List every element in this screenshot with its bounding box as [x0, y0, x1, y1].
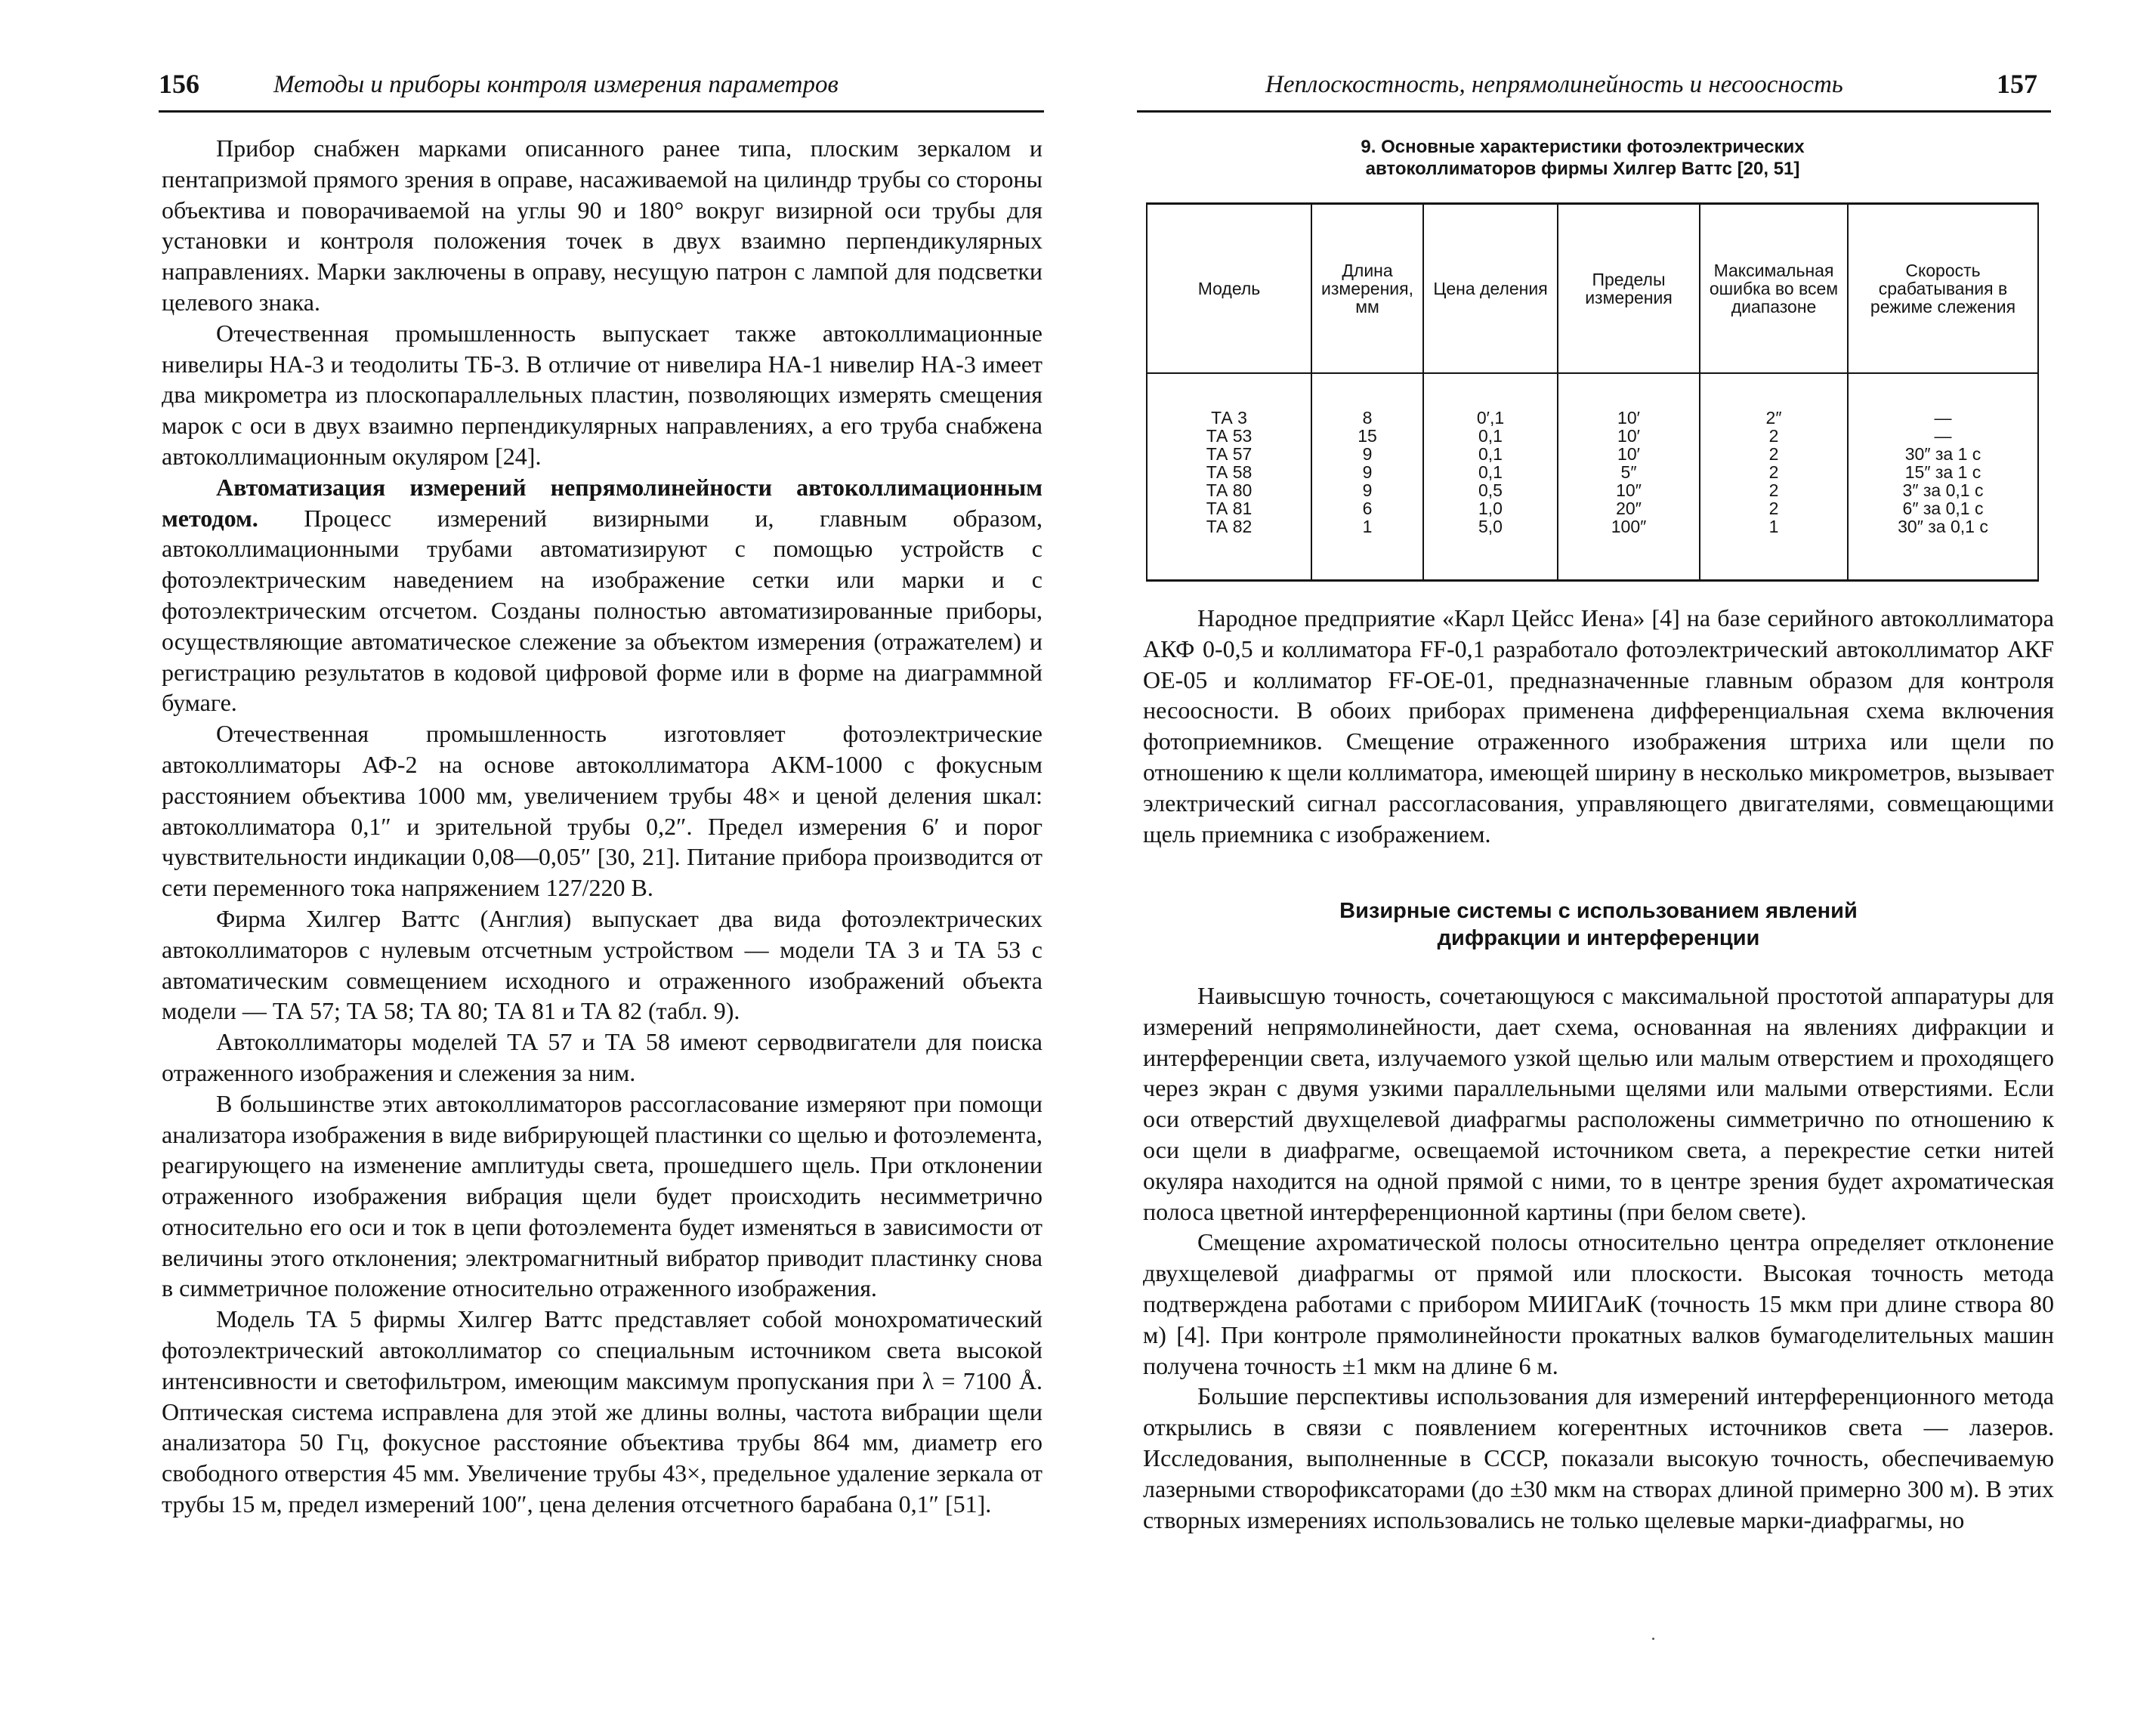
- column-max-error: [1700, 373, 1848, 581]
- autocollimator-spec-table: [1146, 202, 2039, 582]
- paragraph: В большинстве этих автоколлиматоров рассогласование измеряют при помощи анализатора изображения в виде вибрирующей пластинки со щелью и фотоэлемента, реагирующего на изменение амплитуды света, прошедшего щель. При отклонении отраженного изображения вибрация щели будет происходить несимметрично относительно его оси и ток в цепи фотоэлемента будет изменяться в зависимости от величины этого отклонения; электромагнитный вибратор приводит пластинку снова в симметричное положение относительно отраженного изображения.: [162, 1089, 1042, 1302]
- paragraph: Отечественная промышленность выпускает также автоколлимационные нивелиры НА-3 и теодолиты ТБ-3. В отличие от нивелира НА-1 нивелир НА-3 имеет два микрометра из плоскопараллельных пластин, позволяющих измерять смещения марок с оси в двух взаимно перпендикулярных направлениях, а его труба снабжена автоколлимационным окуляром [24].: [162, 319, 1042, 470]
- table-cell-range: 10′: [1617, 426, 1640, 446]
- table-cell-model: ТА 3: [1211, 408, 1247, 428]
- table-cell-max_error: 2: [1768, 444, 1779, 464]
- header-range: Пределы измерения: [1558, 204, 1700, 374]
- column-division: [1423, 373, 1558, 581]
- table-cell-model: ТА 81: [1206, 499, 1253, 518]
- left-page-number: 156: [159, 69, 199, 99]
- table-cell-speed: 6″ за 0,1 с: [1902, 499, 1984, 518]
- table-cell-division: 0,1: [1478, 444, 1503, 464]
- table-cell-range: 10″: [1616, 480, 1642, 500]
- right-text-upper: [1143, 603, 2054, 849]
- table-cell-division: 1,0: [1478, 499, 1503, 518]
- paragraph: [162, 472, 1042, 718]
- column-speed: [1848, 373, 2038, 581]
- table-cell-max_error: 2: [1768, 480, 1779, 500]
- header-division: Цена деления: [1423, 204, 1558, 374]
- table-cell-speed: 15″ за 1 с: [1904, 462, 1981, 482]
- left-running-title: Методы и приборы контроля измерения параметров: [273, 71, 839, 98]
- paragraph-run-in-heading: Автоматизация измерений непрямолинейности автоколлимационным методом.: [162, 473, 1042, 532]
- table-cell-speed: 30″ за 1 с: [1904, 444, 1981, 464]
- table-cell-range: 20″: [1616, 499, 1642, 518]
- table-cell-speed: 3″ за 0,1 с: [1902, 480, 1984, 500]
- section-heading-line: Визирные системы с использованием явлений: [1339, 899, 1858, 923]
- table-cell-range: 10′: [1617, 408, 1640, 428]
- paragraph: Модель ТА 5 фирмы Хилгер Ваттс представляет собой монохроматический фотоэлектрический автоколлиматор со специальным источником света высокой интенсивности и светофильтром, имеющим максимум пропускания при λ = 7100 Å. Оптическая система исправлена для этой же длины волны, частота вибрации щели анализатора 50 Гц, фокусное расстояние объектива трубы 864 мм, диаметр его свободного отверстия 45 мм. Увеличение трубы 43×, предельное удаление зеркала от трубы 15 м, предел измерений 100″, цена деления отсчетного барабана 0,1″ [51].: [162, 1305, 1042, 1518]
- column-range: [1558, 373, 1700, 581]
- table-cell-range: 100″: [1611, 517, 1647, 536]
- paragraph: Фирма Хилгер Ваттс (Англия) выпускает два вида фотоэлектрических автоколлиматоров с нулевым отсчетным устройством — модели ТА 3 и ТА 53 с автоматическим совмещением исходного и отраженного изображений объекта модели — ТА 57; ТА 58; ТА 80; ТА 81 и ТА 82 (табл. 9).: [162, 904, 1042, 1025]
- table-cell-division: 5,0: [1478, 517, 1503, 536]
- table-caption-line: 9. Основные характеристики фотоэлектрических: [1361, 137, 1805, 157]
- header-max-error: Максимальная ошибка во всем диапазоне: [1700, 204, 1848, 374]
- section-heading-line: дифракции и интерференции: [1437, 926, 1760, 950]
- table-cell-max_error: 2: [1768, 426, 1779, 446]
- table-cell-max_error: 2: [1768, 462, 1779, 482]
- paragraph: Отечественная промышленность изготовляет фотоэлектрические автоколлиматоры АФ-2 на основе автоколлиматора АКМ-1000 с фокусным расстоянием объектива 1000 мм, увеличением трубы 48× и ценой деления шкал: автоколлиматора 0,1″ и зрительной трубы 0,2″. Предел измерения 6′ и порог чувствительности индикации 0,08—0,05″ [30, 21]. Питание прибора производится от сети переменного тока напряжением 127/220 В.: [162, 720, 1042, 902]
- table-cell-length: 8: [1362, 408, 1373, 428]
- table-caption: [1243, 136, 1923, 180]
- table-cell-model: ТА 57: [1206, 444, 1253, 464]
- right-text-lower: [1143, 980, 2054, 1535]
- paragraph: Наивысшую точность, сочетающуюся с максимальной простотой аппаратуры для измерений непрямолинейности, дает схема, основанная на явлениях дифракции и интерференции света, излучаемого узкой щелью или малым отверстием и проходящего через экран с двумя узкими параллельными щелями или малыми отверстиями. Если оси отверстий двухщелевой диафрагмы расположены симметрично по отношению к оси щели в диафрагме, освещаемой источником света, а перекрестие сетки нитей окуляра находится на одной прямой с ними, то в центре зрения будет ахроматическая полоса цветной интерференционной картины (при белом свете).: [1143, 982, 2054, 1225]
- paragraph: Автоколлиматоры моделей ТА 57 и ТА 58 имеют серводвигатели для поиска отраженного изображения и слежения за ним.: [162, 1028, 1042, 1086]
- right-running-title: Неплоскостность, непрямолинейность и несоосность: [1265, 71, 1843, 98]
- table-cell-division: 0,1: [1478, 462, 1503, 482]
- table-cell-range: 10′: [1617, 444, 1640, 464]
- table-cell-division: 0,1: [1478, 426, 1503, 446]
- table-cell-speed: —: [1934, 426, 1952, 446]
- table-cell-model: ТА 53: [1206, 426, 1253, 446]
- section-heading: [1143, 897, 2054, 952]
- table-cell-speed: —: [1934, 408, 1952, 428]
- paragraph-body: Процесс измерений визирными и, главным образом, автоколлимационными трубами автоматизируют с помощью устройств с фотоэлектрическим наведением на изображение сетки или марки и с фотоэлектрическим отсчетом. Созданы полностью автоматизированные приборы, осуществляющие автоматическое слежение за объектом измерения (отражателем) и регистрацию результатов в кодовой цифровой форме или в форме на диаграммной бумаге.: [162, 504, 1042, 717]
- table-cell-model: ТА 58: [1206, 462, 1253, 482]
- table-cell-speed: 30″ за 0,1 с: [1898, 517, 1988, 536]
- column-model: [1147, 373, 1311, 581]
- header-speed: Скорость срабатывания в режиме слежения: [1848, 204, 2038, 374]
- table-caption-line: автоколлиматоров фирмы Хилгер Ваттс [20, 51]: [1365, 159, 1800, 179]
- table-cell-range: 5″: [1620, 462, 1637, 482]
- table-cell-division: 0,5: [1478, 480, 1503, 500]
- paragraph: Большие перспективы использования для измерений интерференционного метода открылись в связи с появлением когерентных источников света — лазеров. Исследования, выполненные в СССР, показали высокую точность, обеспечиваемую лазерными створофиксаторами (до ±30 мкм на створах длиной примерно 300 м). В этих створных измерениях использовались не только щелевые марки-диафрагмы, но: [1143, 1382, 2054, 1533]
- header-model: Модель: [1147, 204, 1311, 374]
- table-cell-length: 9: [1362, 444, 1373, 464]
- paragraph: Смещение ахроматической полосы относительно центра определяет отклонение двухщелевой диафрагмы от прямой или плоскости. Высокая точность метода подтверждена работами с прибором МИИГАиК (точность 15 мкм при длине створа 80 м) [4]. При контроле прямолинейности прокатных валков бумагоделительных машин получена точность ±1 мкм на длине 6 м.: [1143, 1228, 2054, 1379]
- left-text-column: [162, 133, 1042, 1520]
- right-page: [1078, 0, 2156, 1726]
- table-cell-length: 9: [1362, 462, 1373, 482]
- scan-speck: [1652, 1638, 1654, 1640]
- table-cell-length: 15: [1358, 426, 1377, 446]
- left-running-header: [159, 65, 1044, 113]
- table-cell-model: ТА 80: [1206, 480, 1253, 500]
- table-cell-max_error: 2″: [1765, 408, 1782, 428]
- right-running-header: [1137, 65, 2051, 113]
- column-length: [1311, 373, 1423, 581]
- table-body-row: [1147, 373, 2038, 581]
- table-header-row: [1147, 204, 2038, 374]
- table-cell-length: 6: [1362, 499, 1373, 518]
- table-cell-max_error: 1: [1768, 517, 1779, 536]
- paragraph: Народное предприятие «Карл Цейсс Иена» [4] на базе серийного автоколлиматора АКФ 0-0,5 и коллиматора FF-0,1 разработало фотоэлектрический автоколлиматор АКF OE-05 и коллиматор FF-OE-01, предназначенные главным образом для контроля несоосности. В обоих приборах применена дифференциальная схема включения фотоприемников. Смещение отраженного изображения штриха или щели по отношению к щели коллиматора, имеющей ширину в несколько микрометров, вызывает электрический сигнал рассогласования, управляющего двигателями, совмещающими щель приемника с изображением.: [1143, 604, 2054, 848]
- table-cell-model: ТА 82: [1206, 517, 1253, 536]
- table-cell-length: 9: [1362, 480, 1373, 500]
- right-page-number: 157: [1997, 69, 2037, 99]
- table-cell-max_error: 2: [1768, 499, 1779, 518]
- paragraph: Прибор снабжен марками описанного ранее типа, плоским зеркалом и пентапризмой прямого зрения в оправе, насаживаемой на цилиндр трубы со стороны объектива и поворачиваемой на углы 90 и 180° вокруг визирной оси трубы для установки и контроля положения точек в двух взаимно перпендикулярных направлениях. Марки заключены в оправу, несущую патрон с лампой для подсветки целевого знака.: [162, 134, 1042, 316]
- table-cell-length: 1: [1362, 517, 1373, 536]
- header-length: Длина измерения, мм: [1311, 204, 1423, 374]
- table-cell-division: 0′,1: [1476, 408, 1505, 428]
